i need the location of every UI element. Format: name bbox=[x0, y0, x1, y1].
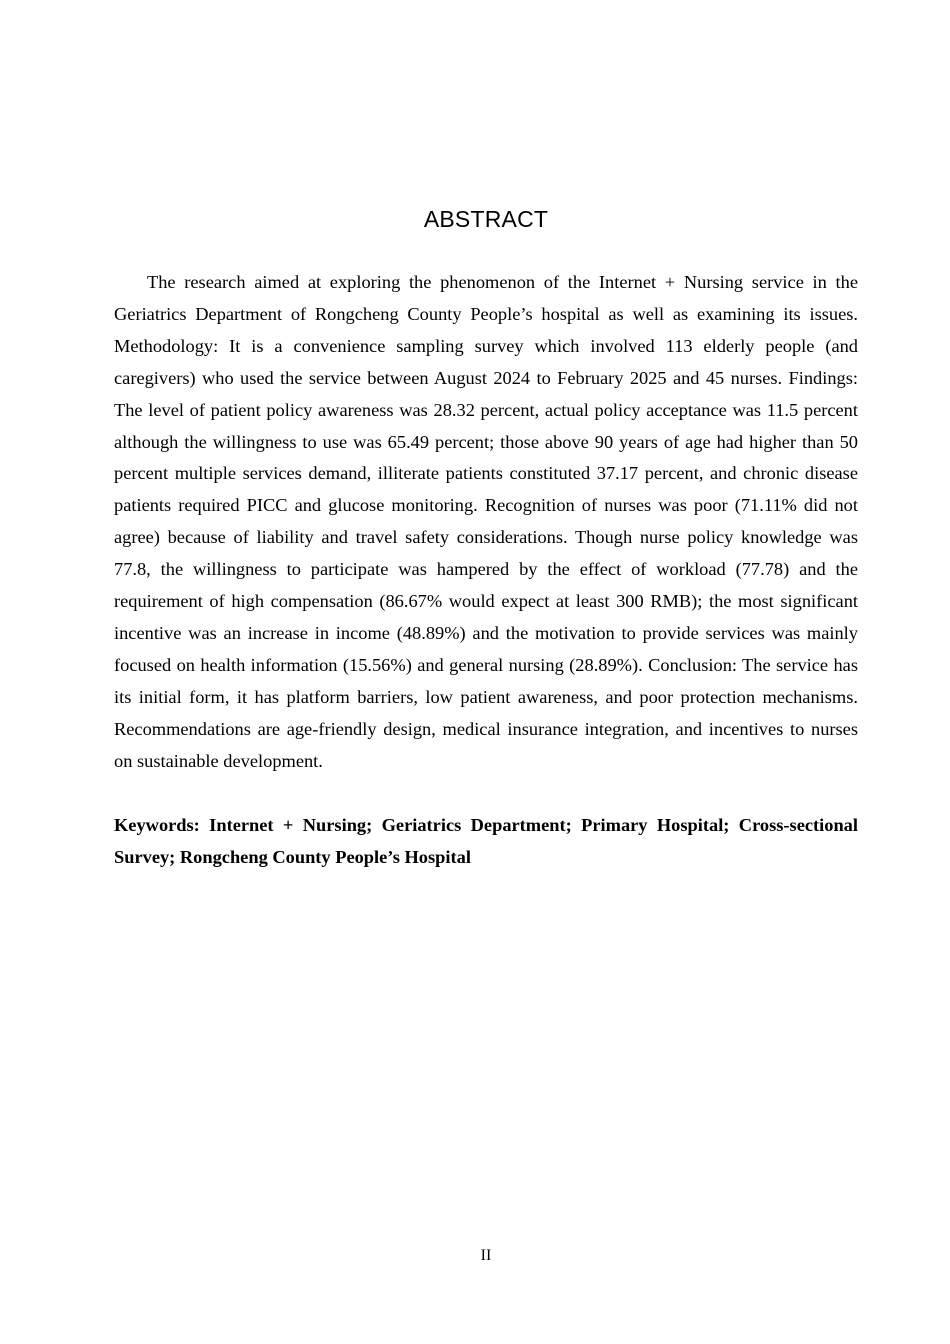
keywords-paragraph: Keywords: Internet + Nursing; Geriatrics Department; Primary Hospital; Cross-sectional Survey; Rongcheng County People’s Hospital bbox=[114, 815, 858, 867]
abstract-heading: ABSTRACT bbox=[423, 206, 549, 232]
abstract-paragraph: The research aimed at exploring the phenomenon of the Internet + Nursing service in the Geriatrics Department of Rongcheng County People’s hospital as well as examining its issues. Methodology: It is a convenience sampling survey which involved 113 elderly people (and caregivers) who used the service between August 2024 to February 2025 and 45 nurses. Findings: The level of patient policy awareness was 28.32 percent, actual policy acceptance was 11.5 percent although the willingness to use was 65.49 percent; those above 90 years of age had higher than 50 percent multiple services demand, illiterate patients constituted 37.17 percent, and chronic disease patients required PICC and glucose monitoring. Recognition of nurses was poor (71.11% did not agree) because of liability and travel safety considerations. Though nurse policy knowledge was 77.8, the willingness to participate was hampered by the effect of workload (77.78) and the requirement of high compensation (86.67% would expect at least 300 RMB); the most significant incentive was an increase in income (48.89%) and the motivation to provide services was mainly focused on health information (15.56%) and general nursing (28.89%). Conclusion: The service has its initial form, it has platform barriers, low patient awareness, and poor protection mechanisms. Recommendations are age-friendly design, medical insurance integration, and incentives to nurses on sustainable development. bbox=[114, 272, 858, 771]
page-number: II bbox=[480, 1247, 492, 1264]
